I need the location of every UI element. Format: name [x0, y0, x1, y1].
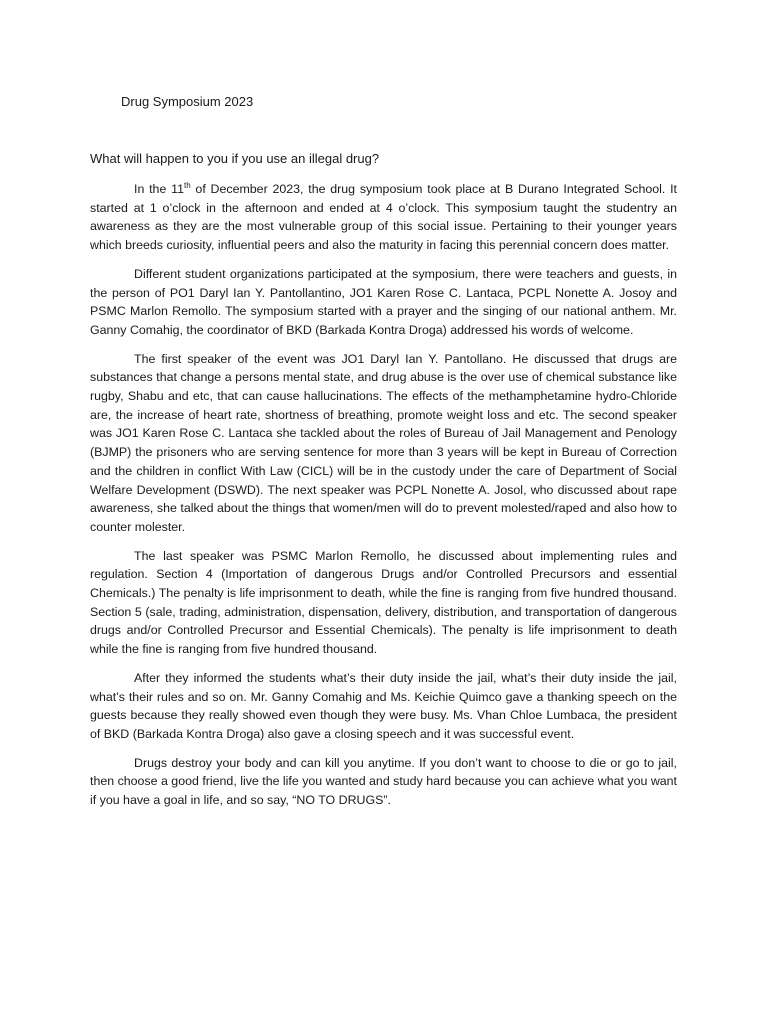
document-body	[90, 180, 677, 820]
document-title: Drug Symposium 2023	[121, 94, 254, 109]
paragraph-event-intro-rest: of December 2023, the drug symposium took place at B Durano Integrated School. It started at 1 o’clock in the afternoon and ended at 4 o’clock. This symposium taught the studentry an awareness as they are the most vulnerable group of this social issue. Pertaining to their younger years which breeds curiosity, influential peers and also the maturity in facing this perennial concern does matter.	[90, 182, 677, 253]
ordinal-superscript: th	[183, 180, 191, 190]
document-question: What will happen to you if you use an illegal drug?	[90, 151, 380, 166]
paragraph-conclusion: Drugs destroy your body and can kill you anytime. If you don’t want to choose to die or go to jail, then choose a good friend, live the life you wanted and study hard because you can achieve what you want if you have a goal in life, and so say, “NO TO DRUGS”.	[90, 755, 677, 808]
paragraph-event-intro	[90, 180, 677, 255]
paragraph-closing: After they informed the students what’s their duty inside the jail, what’s their duty inside the jail, what’s their rules and so on. Mr. Ganny Comahig and Ms. Keichie Quimco gave a thanking speech on the guests because they really showed even though they were busy. Ms. Vhan Chloe Lumbaca, the president of BKD (Barkada Kontra Droga) also gave a closing speech and it was successful event.	[90, 670, 677, 741]
paragraph-event-intro-lead: In the 11	[134, 182, 184, 196]
paragraph-last-speaker: The last speaker was PSMC Marlon Remollo, he discussed about implementing rules and regulation. Section 4 (Importation of dangerous Drugs and/or Controlled Precursors and essential Chemicals.) The penalty is life imprisonment to death, while the fine is ranging from five hundred thousand. Section 5 (sale, trading, administration, dispensation, delivery, distribution, and transportation of dangerous drugs and/or Controlled Precursor and Essential Chemicals). The penalty is life imprisonment to death while the fine is ranging from five hundred thousand.	[90, 548, 677, 657]
paragraph-participants: Different student organizations participated at the symposium, there were teachers and guests, in the person of PO1 Daryl Ian Y. Pantollantino, JO1 Karen Rose C. Lantaca, PCPL Nonette A. Josoy and PSMC Marlon Remollo. The symposium started with a prayer and the singing of our national anthem. Mr. Ganny Comahig, the coordinator of BKD (Barkada Kontra Droga) addressed his words of welcome.	[90, 266, 677, 337]
paragraph-speakers: The first speaker of the event was JO1 Daryl Ian Y. Pantollano. He discussed that drugs are substances that change a persons mental state, and drug abuse is the over use of chemical substance like rugby, Shabu and etc, that can cause hallucinations. The effects of the methamphetamine hydro-Chloride are, the increase of heart rate, shortness of breathing, promote weight loss and etc. The second speaker was JO1 Karen Rose C. Lantaca she tackled about the roles of Bureau of Jail Management and Penology (BJMP) the prisoners who are serving sentence for more than 3 years will be kept in Bureau of Correction and the children in conflict With Law (CICL) will be in the custody under the care of Department of Social Welfare Development (DSWD). The next speaker was PCPL Nonette A. Josol, who discussed about rape awareness, she talked about the things that women/men will do to prevent molested/raped and also how to counter molester.	[90, 351, 677, 534]
